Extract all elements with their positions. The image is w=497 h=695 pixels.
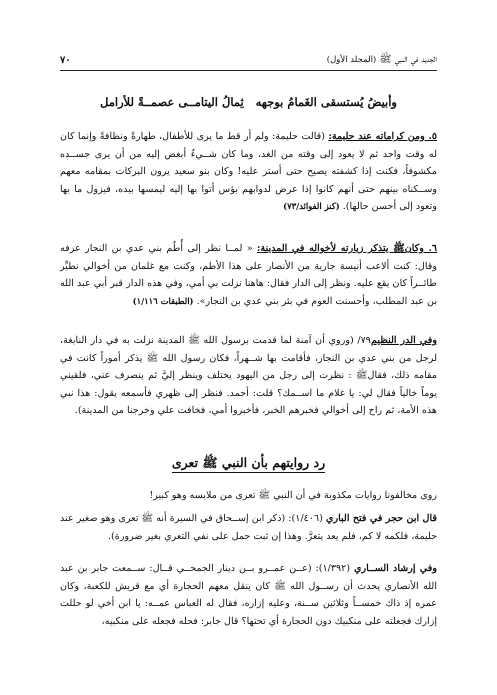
section-title: رد روايتهم بأن النبي ﷺ تعرى xyxy=(172,455,325,473)
couplet-right: وأبيضُ يُستسقى الغَمامُ بوجهه xyxy=(255,95,397,109)
poetry-couplet xyxy=(100,95,397,109)
para6-lead: ٦. وكانﷺ يتذكر زيارته لأخواله في المدينة: xyxy=(256,243,437,254)
couplet-left: ثِمالُ اليتامــى عصمــةً للأرامل xyxy=(100,95,244,109)
volume-label: (المجلد الأول) xyxy=(326,55,377,65)
page-header xyxy=(60,52,437,68)
header-book-title xyxy=(327,53,437,67)
paragraph-6 xyxy=(60,240,437,310)
para8-text: روى مخالفونا روايات مكذوبة في أن النبي ﷺ تعرى من ملابسه وهو كبير! xyxy=(149,490,437,501)
para5-lead: ٥. ومن كراماته عند حليمة: xyxy=(328,131,437,142)
para5-text: (قالت حليمة: ولم أر قط ما يرى للأطفال، طهارةً ونظافةً وإنما كان له وقت واحد ثم لا يعود إلى وقته من الغد، وما كان شــيءٌ أبغض إليه من أن يرى جســده مكشوفاً، فكنت إذا كشفته يصيح حتى أستر عليه! وكان بنو سعيد يرون البركات بمقامه معهم وســكناه بينهم حتى أنهم كانوا إذا عرض لدوابهم بؤس أتوا بها إليه ليمسها بيده، فيزول ما بها وتعود إلى أحسن حالها). xyxy=(60,131,437,213)
page-number: ٧٠ xyxy=(60,54,71,66)
para5-ref: (كنز الفوائد/٧٣) xyxy=(283,201,340,212)
para7-text: ٧٩/ (وروي أن آمنة لما قدمت برسول الله ﷺ المدينة نزلت به في دار النابغة، لرجل من بني عدي بن النجار، فأقامت بها شــهراً، فكان رسول الله ﷺ يذكر أموراً كانت في مقامه ذلك، فقالﷺ : نظرت إلى رجل من اليهود يختلف وينظر إليَّ ثم ينصرف عني، فلقيني يوماً خالياً فقال لي: يا غلام ما اســمك؟ قلت: أحمد. فنظر إلى ظهري فأسمعه يقول: هذا نبي هذه الأمة، ثم راح إلى أخوالي فخبرهم الخبر، فأخبروا أمي، فخافت علي وخرجنا من المدينة). xyxy=(60,335,437,417)
para6-text: « لمــا نظر إلى أُطُم بني عدي بن النجار عرفه وقال: كنت ألاعب أنيسة جارية من الأنصار على هذا الأطم، وكنت مع غلمان من أخوالي نطيِّر طائــراً كان يقع عليه. ونظر إلى الدار فقال: هاهنا نزلت بي أمي، وفي هذه الدار قبر أبي عبد الله بن عبد المطلب، وأحسنت العوم في بئر بني عدي بن النجار». xyxy=(60,243,437,307)
paragraph-8 xyxy=(60,487,437,505)
para10-lead: وفي إرشاد الســاري xyxy=(354,563,438,574)
para6-ref: (الطبقات ١/١١٦) xyxy=(132,295,194,306)
paragraph-9 xyxy=(60,510,437,545)
paragraph-5 xyxy=(60,128,437,216)
book-title: الجديد في النبي ﷺ xyxy=(379,54,437,65)
paragraph-7 xyxy=(60,332,437,420)
para9-text: (١/٤٠٦): (ذكر ابن إســحاق في السيرة أنه ﷺ تعرى وهو صغير عند حليمة، فلكمه لا كم، فلم يعد يتعرَّ. وهذا إن ثبت حمل على نفي التعري بغير ضرورة). xyxy=(59,513,437,542)
para9-lead: قال ابن حجر في فتح الباري xyxy=(325,513,437,524)
header-rule xyxy=(60,70,437,71)
para10-text: (١/٣٩٢): (عــن عمــرو بــن دينار الجمحــي قــال: ســمعت جابر بن عبد الله الأنصاري يحدث أن رســول الله ﷺ كان ينقل معهم الحجارة أي مع قريش للكعبة، وكان عمره إذ ذاك خمســاً وثلاثين ســنة، وعليه إزاره، فقال له العباس عمــه: يا ابن أخي لو حللت إزارك فجعلته على منكبيك دون الحجارة أي تحتها؟ قال جابر: فحله فجعله على منكبيه، xyxy=(60,563,437,627)
section-heading xyxy=(0,455,497,474)
paragraph-10 xyxy=(60,560,437,630)
para7-lead: وفي الدر النظيم xyxy=(370,335,437,346)
